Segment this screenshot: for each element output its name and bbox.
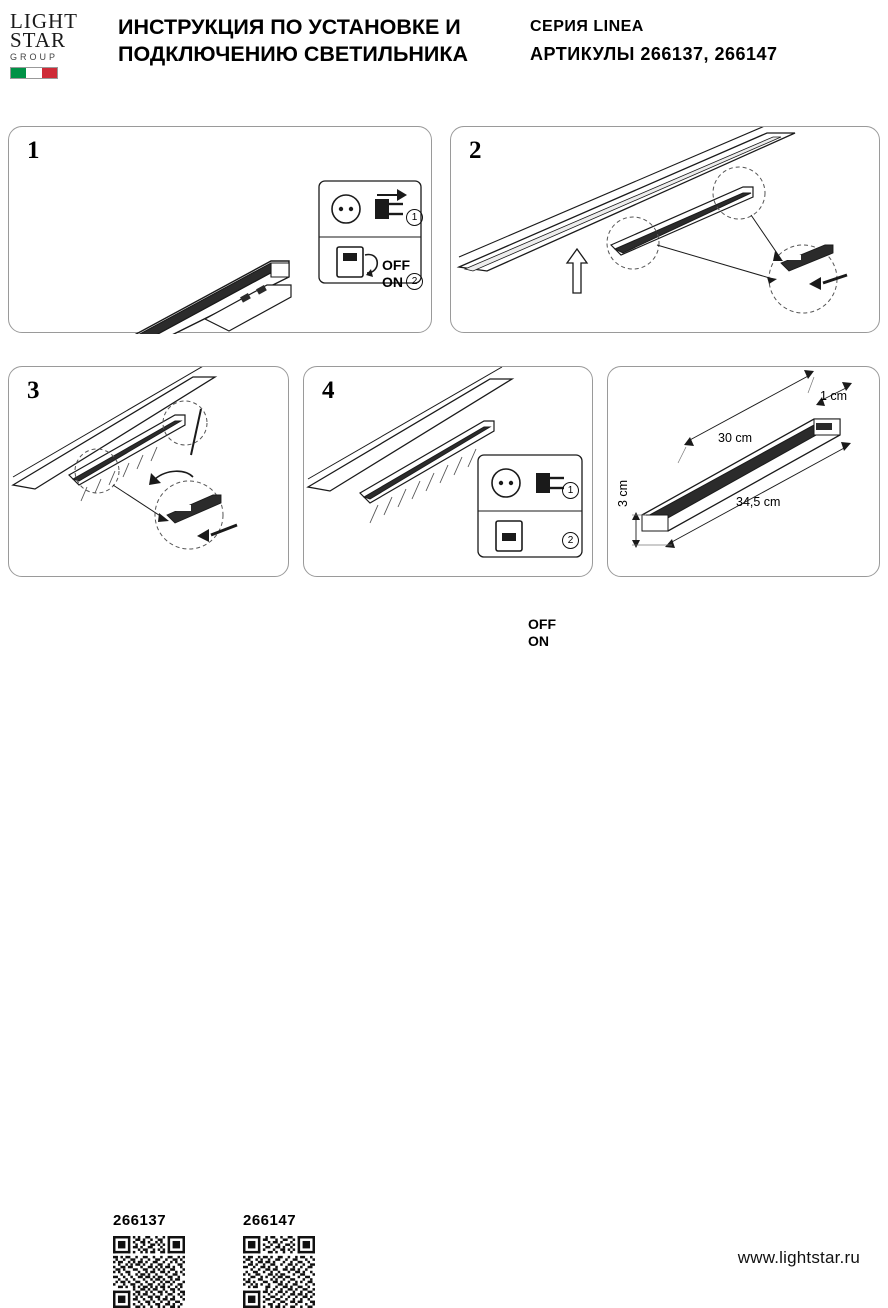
step-1-illustration <box>9 127 433 334</box>
dimensions-panel <box>607 366 880 577</box>
document-footer <box>0 596 888 1267</box>
brand-logo <box>10 9 96 76</box>
step-4-number: 4 <box>322 377 335 404</box>
step-3-panel <box>8 366 289 577</box>
qr-code-266137[interactable] <box>113 1236 185 1308</box>
page-title-line-2: ПОДКЛЮЧЕНИЮ СВЕТИЛЬНИКА <box>118 42 469 66</box>
qr-label-266137: 266137 <box>113 1212 167 1229</box>
step-4-marker-1: 1 <box>562 482 579 499</box>
step-1-number: 1 <box>27 137 40 164</box>
step-2-illustration <box>451 127 881 334</box>
step-2-panel <box>450 126 880 333</box>
step-4-on-label: ON <box>528 633 549 649</box>
step-4-off-label: OFF <box>528 616 556 632</box>
step-4-panel <box>303 366 593 649</box>
page-title-line-1: ИНСТРУКЦИЯ ПО УСТАНОВКЕ И <box>118 15 461 39</box>
step-1-marker-1: 1 <box>406 209 423 226</box>
step-3-number: 3 <box>27 377 40 404</box>
logo-line-1: LIGHT <box>10 9 78 33</box>
qr-code-266147[interactable] <box>243 1236 315 1308</box>
logo-line-2: STAR <box>10 28 66 52</box>
document-header <box>0 0 888 110</box>
dimension-height: 3 cm <box>616 479 630 507</box>
italy-flag-icon <box>10 67 58 79</box>
step-1-on-label: ON <box>382 274 403 290</box>
step-1-off-label: OFF <box>382 257 410 273</box>
page-title <box>118 14 498 68</box>
step-2-number: 2 <box>469 137 482 164</box>
dimension-width: 1 cm <box>820 389 848 403</box>
step-1-marker-2: 2 <box>406 273 423 290</box>
step-4-marker-2: 2 <box>562 532 579 549</box>
step-4-illustration <box>304 367 594 578</box>
logo-group-label: GROUP <box>10 52 59 62</box>
dimension-length-bottom: 34,5 cm <box>736 495 781 509</box>
qr-label-266147: 266147 <box>243 1212 297 1229</box>
step-3-illustration <box>9 367 290 578</box>
series-label: СЕРИЯ LINEA <box>530 18 644 35</box>
articles-label: АРТИКУЛЫ 266137, 266147 <box>530 44 778 64</box>
dimension-length-top: 30 cm <box>718 431 753 445</box>
step-1-panel <box>8 126 432 333</box>
product-info <box>530 18 880 65</box>
website-url[interactable]: www.lightstar.ru <box>737 1248 860 1267</box>
